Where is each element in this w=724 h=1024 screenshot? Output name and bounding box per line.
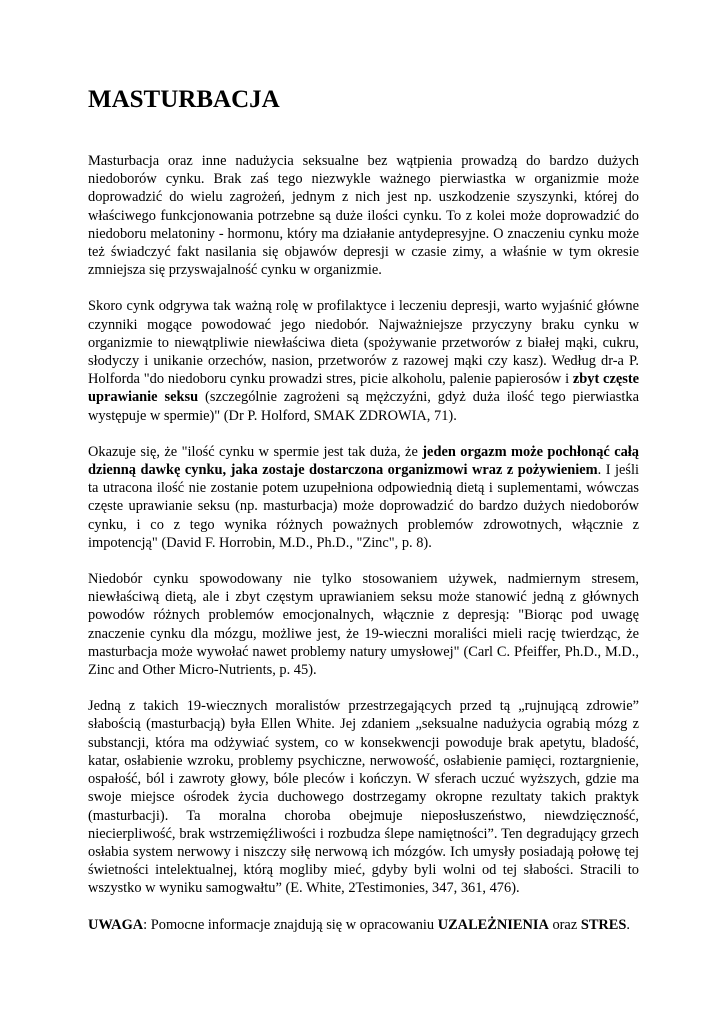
paragraph-2-bold: zbyt częste uprawianie seksu <box>88 371 639 406</box>
paragraph-3-bold: jeden orgazm może pochłonąć całą dzienną dawkę cynku, jaka zostaje dostarczona organizmowi wraz z pożywieniem <box>88 443 639 479</box>
paragraph-5: Jedną z takich 19-wiecznych moralistów przestrzegających przed tą „rujnującą zdrowie” słabością (masturbacją) była Ellen White. Jej zdaniem „seksualne nadużycia ograbią mózg z substancji, która ma odżywiać system, co w konsekwencji powoduje brak apetytu, bladość, katar, osłabienie wzroku, problemy psychiczne, nerwowość, osłabienie pamięci, roztargnienie, ospałość, ból i zawroty głowy, bóle pleców i kończyn. W sferach uczuć wyższych, gdzie ma swoje miejsce ośrodek życia duchowego dostrzegamy okropne rezultaty takich praktyk (masturbacji). Ta moralna choroba obejmuje nieposłuszeństwo, niewdzięczność, niecierpliwość, brak wstrzemięźliwości i rozbudza ślepe namiętności”. Ten degradujący grzech osłabia system nerwowy i niszczy siłę nerwową ich mózgów. Ich umysły posiadają połowę tej świetności intelektualnej, którą mogliby mieć, gdyby byli wolni od tej słabości. Stracili to wszystko w wyniku samogwałtu” (E. White, 2Testimonies, 347, 361, 476). <box>88 698 639 897</box>
note-ref-uzaleznienia: UZALEŻNIENIA <box>437 916 549 933</box>
paragraph-2 <box>88 297 639 424</box>
paragraph-2-text-c: (szczególnie zagrożeni są mężczyźni, gdyż duża ilość tego pierwiastka występuje w spermie)" (Dr P. Holford, SMAK ZDROWIA, 71). <box>88 389 639 424</box>
paragraph-2-text-a: Skoro cynk odgrywa tak ważną rolę w profilaktyce i leczeniu depresji, warto wyjaśnić główne czynniki mogące powodować jego niedobór. Najważniejsze przyczyny braku cynku w organizmie to niewątpliwie niewłaściwa dieta (spożywanie przetworów z białej mąki, cukru, słodyczy i unikanie orzechów, nasion, przetworów z razowej mąki czy kasz). Według dr-a P. Holforda "do niedoboru cynku prowadzi stres, picie alkoholu, palenie papierosów i <box>88 298 639 388</box>
paragraph-4: Niedobór cynku spowodowany nie tylko stosowaniem używek, nadmiernym stresem, niewłaściwą dietą, ale i zbyt częstym uprawianiem seksu może stanowić jedną z głównych powodów różnych problemów emocjonalnych, włącznie z depresją: "Biorąc pod uwagę znaczenie cynku dla mózgu, możliwe jest, że 19-wieczni moraliści mieli rację twierdząc, że masturbacja może wywołać nawet problemy natury umysłowej" (Carl C. Pfeiffer, Ph.D., M.D., Zinc and Other Micro-Nutrients, p. 45). <box>88 571 639 679</box>
note-text-a: : Pomocne informacje znajdują się w opracowaniu <box>143 916 438 933</box>
paragraph-3-text-a: Okazuje się, że "ilość cynku w spermie jest tak duża, że <box>88 443 423 460</box>
paragraph-3-text-c: . I jeśli ta utracona ilość nie zostanie potem uzupełniona odpowiednią dietą i suplementami, wówczas częste uprawianie seksu (np. masturbacja) może doprowadzić do bardzo dużych niedoborów cynku, i co z tego wynika różnych poważnych problemów zdrowotnych, włącznie z impotencją" (David F. Horrobin, M.D., Ph.D., "Zinc", p. 8). <box>88 462 639 551</box>
paragraph-1: Masturbacja oraz inne nadużycia seksualne bez wątpienia prowadzą do bardzo dużych niedoborów cynku. Brak zaś tego niezwykle ważnego pierwiastka w organizmie może doprowadzić do wielu zagrożeń, jednym z nich jest np. uszkodzenie szyszynki, której do właściwego funkcjonowania potrzebne są duże ilości cynku. To z kolei może doprowadzić do niedoboru melatoniny - hormonu, który ma działanie antydepresyjne. O znaczeniu cynku może też świadczyć fakt nasilania się objawów depresji w czasie zimy, a właśnie w tym okresie zmniejsza się przyswajalność cynku w organizmie. <box>88 153 639 279</box>
document-page <box>88 84 639 934</box>
note-text-b: oraz <box>548 916 581 933</box>
paragraph-3 <box>88 443 639 552</box>
note-label: UWAGA <box>88 916 144 933</box>
note-ref-stres: STRES <box>580 916 627 933</box>
note-text-c: . <box>626 916 631 933</box>
note-paragraph <box>88 916 639 934</box>
page-title: MASTURBACJA <box>88 86 280 113</box>
